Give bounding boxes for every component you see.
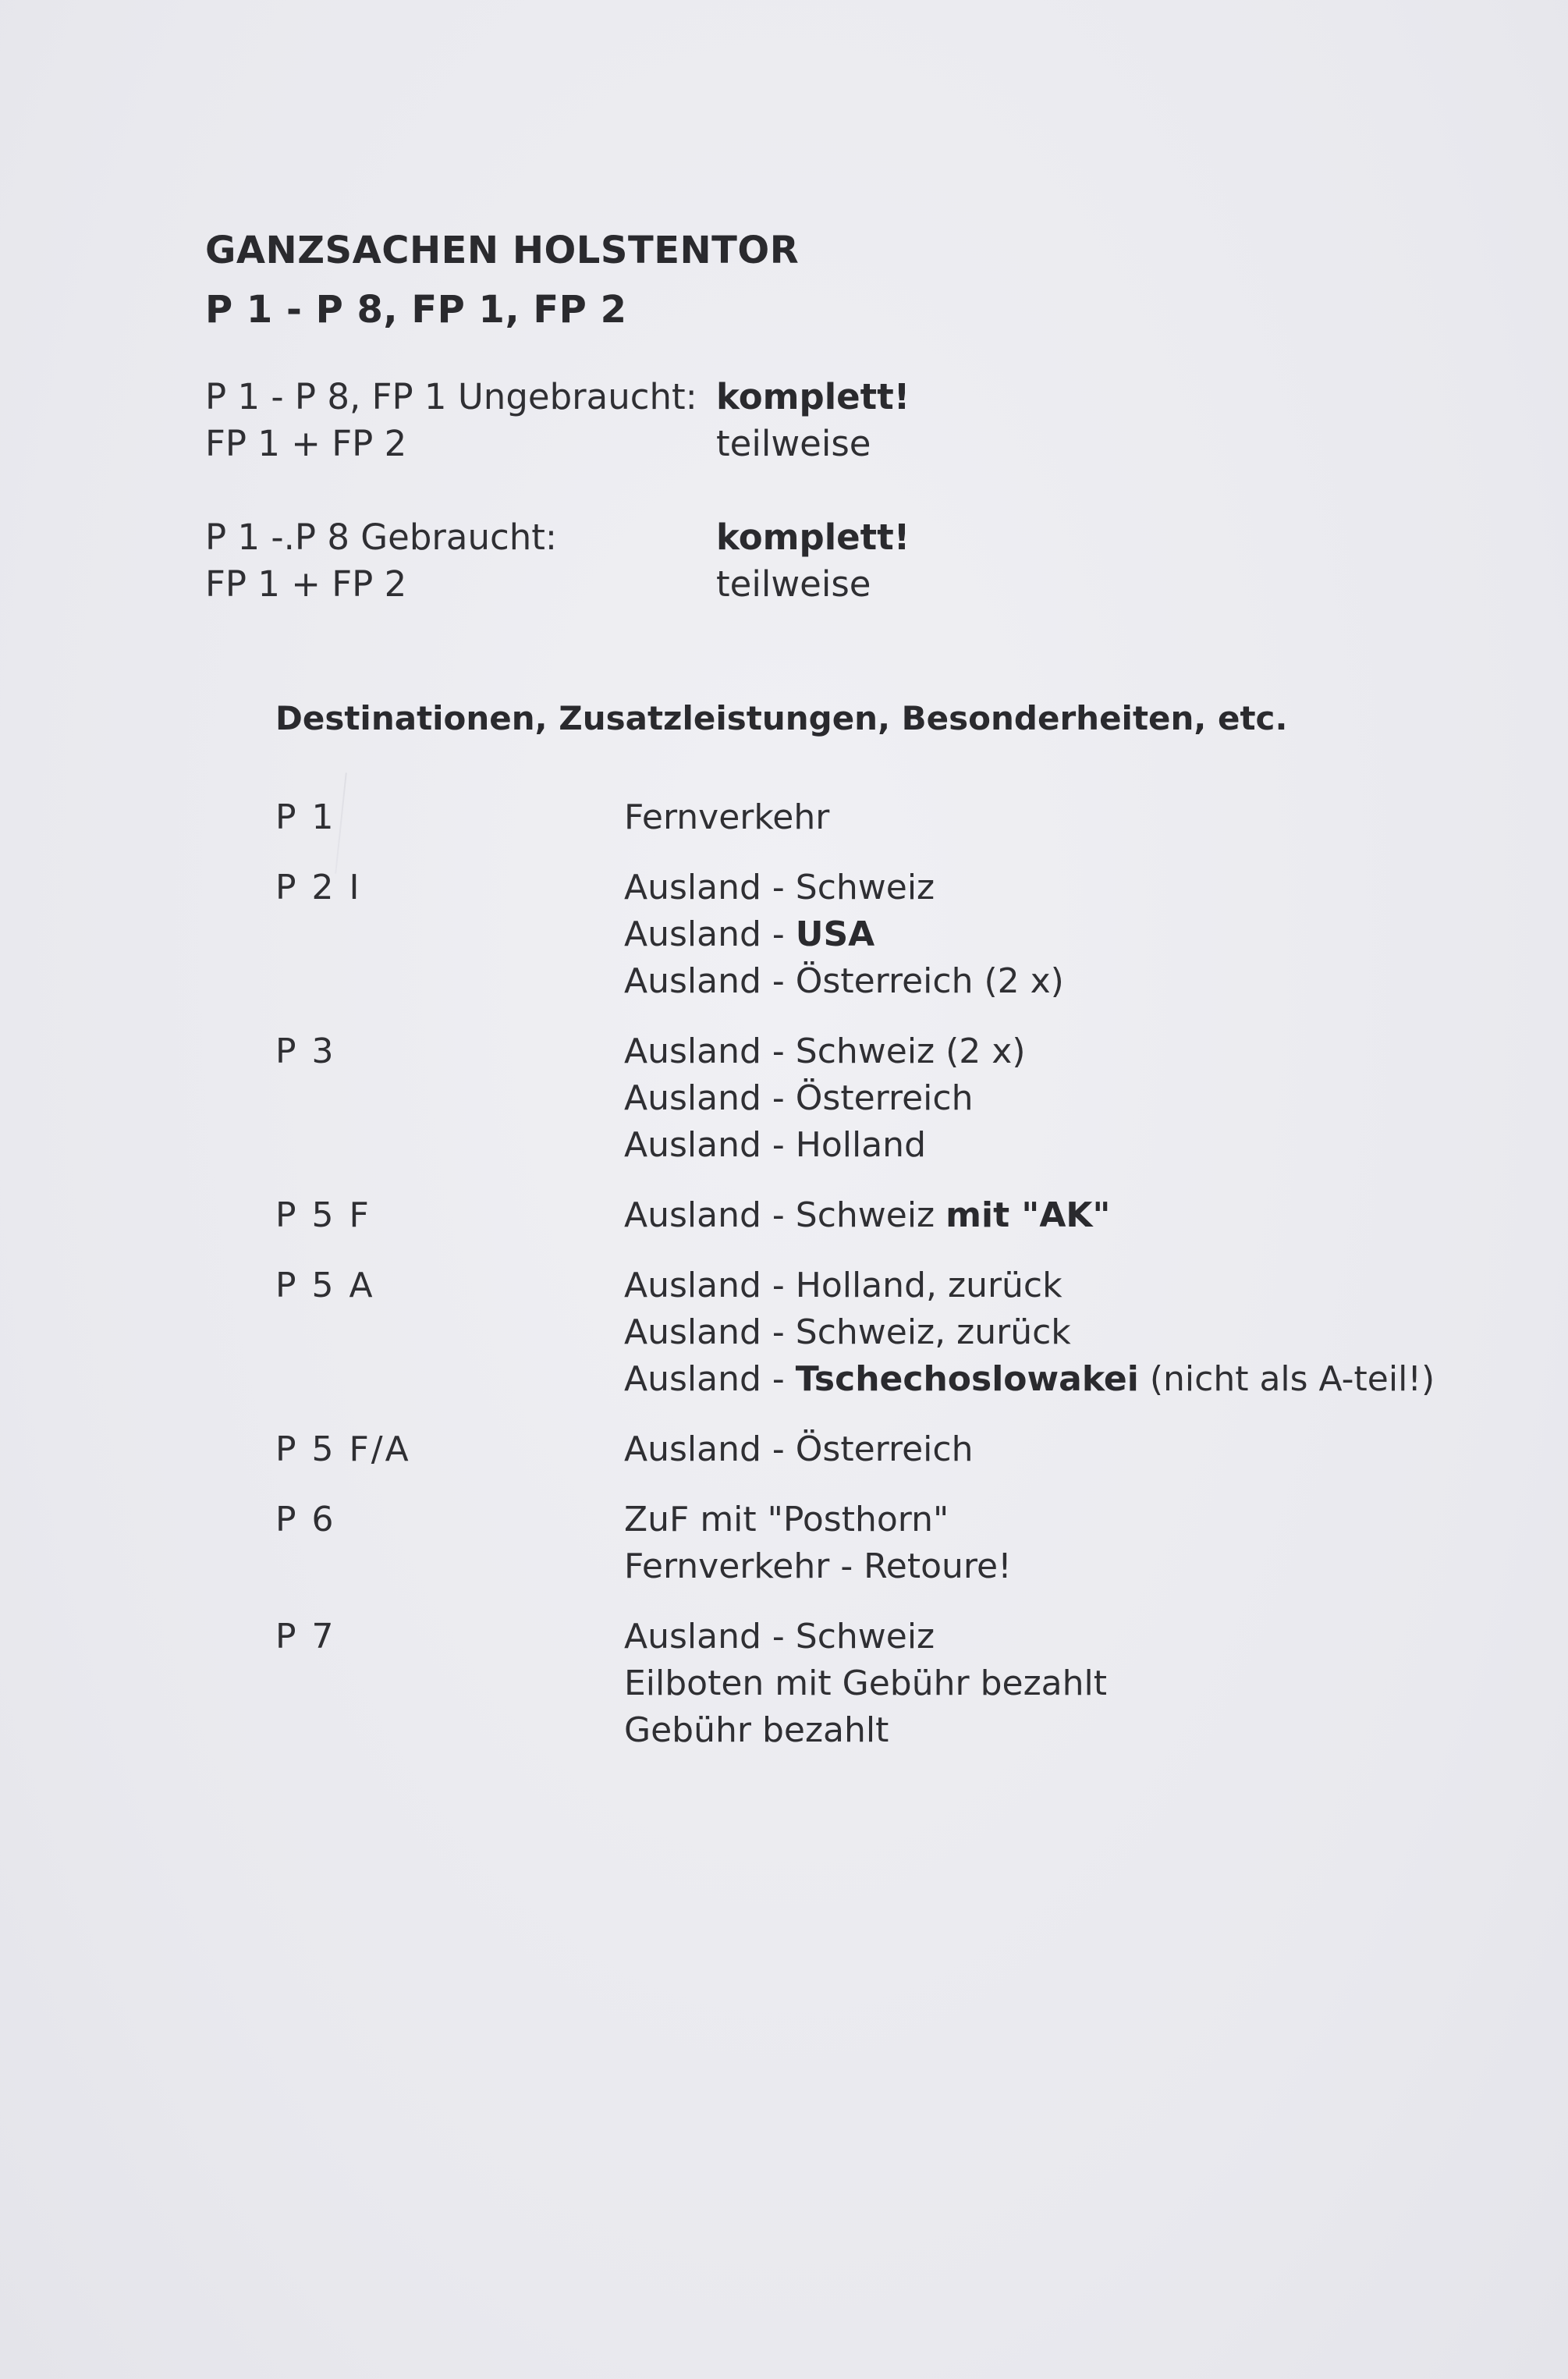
entry-text: Ausland - bbox=[624, 1359, 796, 1399]
entry-row bbox=[275, 1614, 1524, 1754]
entry-line bbox=[624, 911, 1064, 958]
entry-emphasis: Tschechoslowakei bbox=[795, 1359, 1139, 1399]
entry-text: Ausland - Österreich (2 x) bbox=[624, 961, 1064, 1001]
entry-line bbox=[624, 794, 829, 841]
entry-code: P 1 bbox=[275, 797, 336, 837]
status-row bbox=[205, 421, 910, 467]
section-heading: Destinationen, Zusatzleistungen, Besonderheiten, etc. bbox=[275, 699, 1288, 737]
entry-line bbox=[624, 1075, 1026, 1122]
entries-list bbox=[275, 794, 1524, 1777]
status-row bbox=[205, 374, 910, 421]
entry-lines bbox=[624, 794, 829, 841]
entry-line bbox=[624, 1707, 1107, 1754]
entry-row bbox=[275, 1028, 1524, 1169]
entry-row bbox=[275, 1426, 1524, 1473]
entry-text: Ausland - Schweiz, zurück bbox=[624, 1312, 1071, 1352]
status-value: teilweise bbox=[716, 423, 871, 464]
entry-line bbox=[624, 1028, 1026, 1075]
entry-row bbox=[275, 1497, 1524, 1590]
entry-code: P 7 bbox=[275, 1617, 336, 1656]
entry-row bbox=[275, 1262, 1524, 1403]
entry-text: Ausland - Holland, zurück bbox=[624, 1266, 1062, 1305]
status-label: P 1 - P 8, FP 1 Ungebraucht: bbox=[205, 376, 697, 417]
status-row bbox=[205, 561, 910, 608]
entry-lines bbox=[624, 1426, 973, 1473]
entry-text: ZuF mit "Posthorn" bbox=[624, 1500, 949, 1539]
status-label: FP 1 + FP 2 bbox=[205, 423, 407, 464]
entry-text: Ausland - Österreich bbox=[624, 1078, 974, 1118]
entry-text: Fernverkehr bbox=[624, 797, 830, 837]
entry-lines bbox=[624, 1497, 1012, 1590]
status-label: P 1 -.P 8 Gebraucht: bbox=[205, 517, 558, 558]
entry-text: Ausland - Schweiz (2 x) bbox=[624, 1031, 1026, 1071]
entry-text: Fernverkehr - Retoure! bbox=[624, 1546, 1012, 1586]
entry-code: P 6 bbox=[275, 1500, 336, 1539]
status-unused-block bbox=[205, 374, 910, 467]
entry-line bbox=[624, 1543, 1012, 1590]
document-title bbox=[205, 221, 799, 339]
entry-text: Ausland - Österreich bbox=[624, 1429, 974, 1469]
entry-emphasis: USA bbox=[795, 914, 875, 954]
entry-text: Ausland - Schweiz bbox=[624, 1195, 946, 1235]
entry-line bbox=[624, 1122, 1026, 1169]
entry-line bbox=[624, 1497, 1012, 1543]
entry-text: Ausland - Holland bbox=[624, 1125, 926, 1165]
entry-code: P 5 A bbox=[275, 1266, 375, 1305]
title-line-1: GANZSACHEN HOLSTENTOR bbox=[205, 229, 800, 272]
status-used-block bbox=[205, 514, 910, 608]
entry-text: Gebühr bezahlt bbox=[624, 1710, 889, 1750]
entry-row bbox=[275, 865, 1524, 1005]
entry-line bbox=[624, 1614, 1107, 1660]
entry-code: P 3 bbox=[275, 1031, 336, 1071]
status-value: komplett! bbox=[716, 376, 910, 417]
entry-text: (nicht als A-teil!) bbox=[1138, 1359, 1435, 1399]
entry-line bbox=[624, 1660, 1107, 1707]
entry-text: Ausland - Schweiz bbox=[624, 868, 935, 907]
status-row bbox=[205, 514, 910, 561]
title-line-2: P 1 - P 8, FP 1, FP 2 bbox=[205, 288, 627, 332]
entry-code: P 5 F/A bbox=[275, 1429, 411, 1469]
entry-text: Ausland - bbox=[624, 914, 796, 954]
entry-line bbox=[624, 1262, 1435, 1309]
entry-lines bbox=[624, 1262, 1435, 1403]
entry-line bbox=[624, 1356, 1435, 1403]
entry-lines bbox=[624, 1028, 1026, 1169]
entry-emphasis: mit "AK" bbox=[945, 1195, 1111, 1235]
entry-line bbox=[624, 1192, 1110, 1239]
entry-text: Eilboten mit Gebühr bezahlt bbox=[624, 1664, 1107, 1703]
entry-row bbox=[275, 1192, 1524, 1239]
status-label: FP 1 + FP 2 bbox=[205, 563, 407, 605]
entry-lines bbox=[624, 1192, 1110, 1239]
entry-line bbox=[624, 865, 1064, 911]
entry-lines bbox=[624, 1614, 1107, 1754]
entry-text: Ausland - Schweiz bbox=[624, 1617, 935, 1656]
entry-code: P 2 I bbox=[275, 868, 362, 907]
entry-code: P 5 F bbox=[275, 1195, 371, 1235]
entry-row bbox=[275, 794, 1524, 841]
entry-line bbox=[624, 1426, 973, 1473]
entry-lines bbox=[624, 865, 1064, 1005]
status-value: komplett! bbox=[716, 517, 910, 558]
status-value: teilweise bbox=[716, 563, 871, 605]
entry-line bbox=[624, 1309, 1435, 1356]
entry-line bbox=[624, 958, 1064, 1005]
